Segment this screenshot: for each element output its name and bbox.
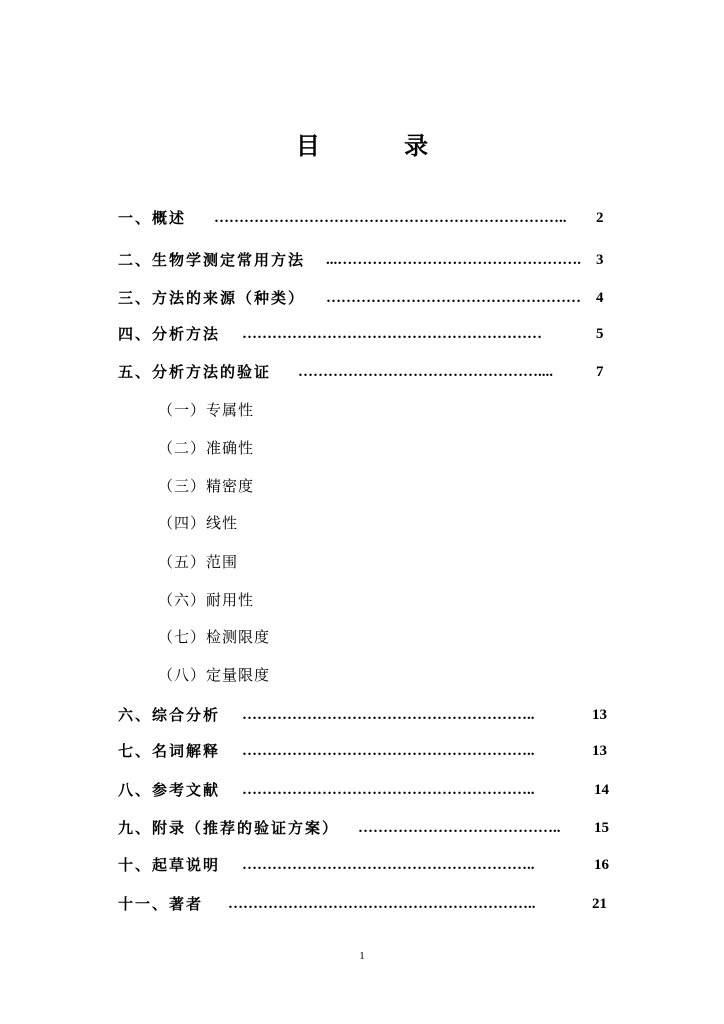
toc-leader: ………………………………………………….. bbox=[242, 782, 535, 798]
toc-entry-11[interactable] bbox=[118, 892, 610, 916]
toc-leader: …………………………………………………… bbox=[242, 326, 542, 342]
toc-label: 九、附录（推荐的验证方案） bbox=[118, 819, 340, 837]
toc-leader: …………………………………………… bbox=[326, 290, 581, 306]
toc-page-number: 16 bbox=[594, 857, 609, 873]
toc-label: 四、分析方法 bbox=[118, 325, 221, 343]
toc-entry-9[interactable] bbox=[118, 816, 610, 840]
toc-label: 十、起草说明 bbox=[118, 856, 221, 874]
toc-subentry-4[interactable]: （四）线性 bbox=[158, 514, 239, 532]
page-number: 1 bbox=[359, 950, 365, 962]
toc-entry-3[interactable] bbox=[118, 286, 608, 310]
toc-subentry-5[interactable]: （五）范围 bbox=[158, 553, 239, 571]
toc-leader: ………………………………………………….. bbox=[242, 707, 535, 723]
toc-subentry-2[interactable]: （二）准确性 bbox=[158, 439, 255, 457]
toc-entry-4[interactable] bbox=[118, 322, 608, 346]
toc-label: 一、概述 bbox=[118, 209, 187, 227]
toc-leader: ………………………………….. bbox=[358, 820, 561, 836]
toc-leader: ………………………………………………….. bbox=[242, 743, 535, 759]
toc-label: 六、综合分析 bbox=[118, 706, 221, 724]
toc-leader: …………………………………………………….. bbox=[228, 896, 536, 912]
toc-label: 五、分析方法的验证 bbox=[118, 363, 272, 381]
toc-label: 七、名词解释 bbox=[118, 742, 221, 760]
toc-entry-6[interactable] bbox=[118, 703, 610, 727]
toc-page-number: 4 bbox=[596, 290, 604, 306]
toc-label: 十一、著者 bbox=[118, 895, 204, 913]
toc-subentry-3[interactable]: （三）精密度 bbox=[158, 477, 255, 495]
toc-page-number: 14 bbox=[594, 782, 609, 798]
toc-page-number: 21 bbox=[592, 896, 607, 912]
toc-subentry-8[interactable]: （八）定量限度 bbox=[158, 666, 271, 684]
toc-subentry-7[interactable]: （七）检测限度 bbox=[158, 628, 271, 646]
toc-leader: ………………………………………….... bbox=[298, 364, 553, 380]
toc-page-number: 15 bbox=[594, 820, 609, 836]
toc-leader: ………………………………………………….. bbox=[242, 857, 535, 873]
toc-entry-2[interactable] bbox=[118, 248, 608, 272]
toc-label: 八、参考文献 bbox=[118, 781, 221, 799]
toc-subentry-6[interactable]: （六）耐用性 bbox=[158, 591, 255, 609]
toc-leader: …………………………………………………………….. bbox=[214, 210, 567, 226]
toc-label: 三、方法的来源（种类） bbox=[118, 289, 306, 307]
toc-entry-8[interactable] bbox=[118, 778, 610, 802]
toc-page-number: 5 bbox=[596, 326, 604, 342]
toc-page-number: 2 bbox=[596, 210, 604, 226]
toc-leader: ...…………………………………………. bbox=[326, 252, 581, 268]
toc-page-number: 13 bbox=[592, 707, 607, 723]
toc-entry-7[interactable] bbox=[118, 739, 610, 763]
toc-entry-10[interactable] bbox=[118, 853, 610, 877]
toc-page-number: 13 bbox=[592, 743, 607, 759]
toc-page-number: 3 bbox=[596, 252, 604, 268]
page-title: 目 录 bbox=[295, 131, 467, 160]
toc-subentry-1[interactable]: （一）专属性 bbox=[158, 401, 255, 419]
toc-entry-5[interactable] bbox=[118, 360, 608, 384]
toc-label: 二、生物学测定常用方法 bbox=[118, 251, 306, 269]
toc-entry-1[interactable] bbox=[118, 206, 608, 230]
toc-page-number: 7 bbox=[596, 364, 604, 380]
